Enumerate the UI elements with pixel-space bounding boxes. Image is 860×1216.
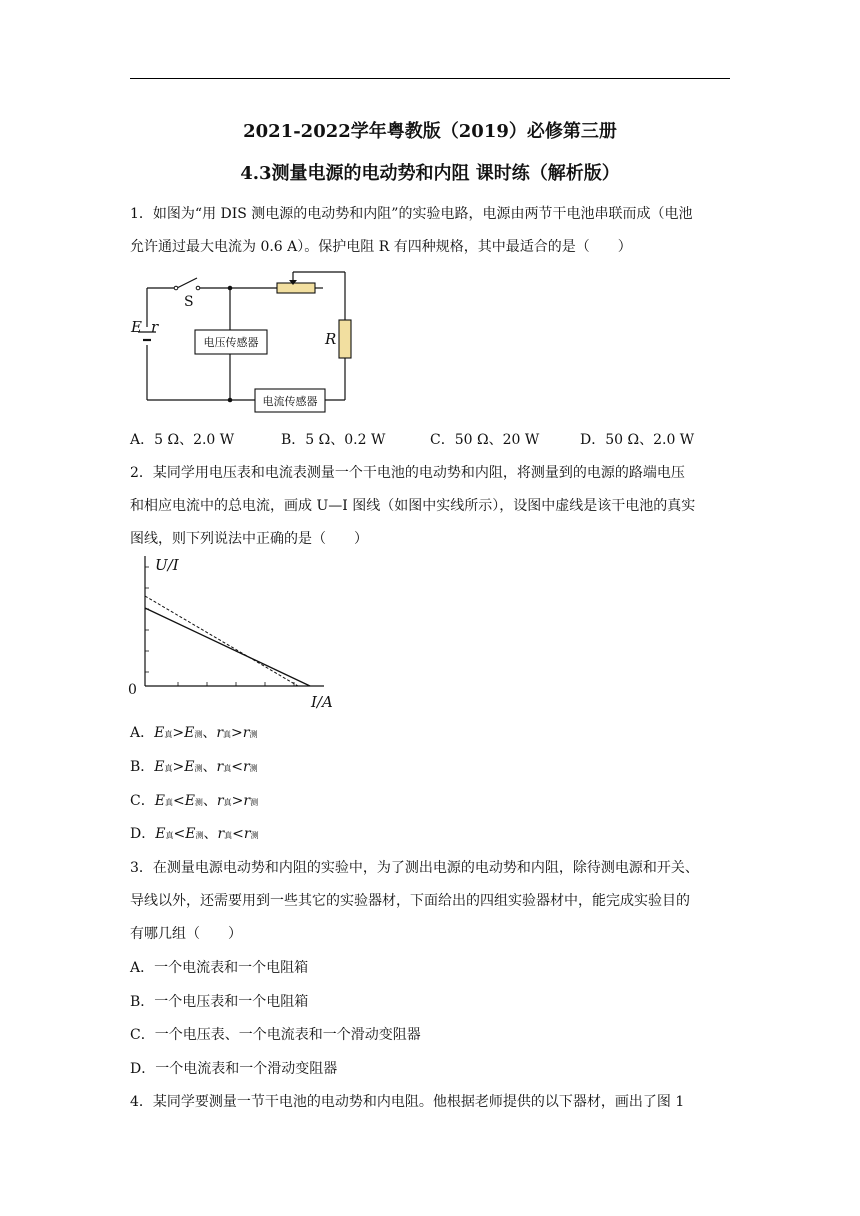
junction-dot-top [228,286,233,291]
rheostat [277,283,315,293]
q3-option-a: A．一个电流表和一个电阻箱 [130,960,309,976]
resistor-r-label: R [325,330,337,348]
current-sensor-label: 电流传感器 [262,395,318,408]
q3-option-d: D．一个电流表和一个滑动变阻器 [130,1061,338,1077]
x-axis-label: I/A [311,693,333,711]
voltage-sensor-label: 电压传感器 [203,336,259,349]
switch-label: S [184,294,194,310]
q1-option-d: D．50 Ω、2.0 W [580,432,695,448]
q2-line-1: 2．某同学用电压表和电流表测量一个干电池的电动势和内阻，将测量到的电源的路端电压 [130,465,685,481]
title-line-1: 2021-2022学年粤教版（2019）必修第三册 [243,121,617,142]
q2-option-d: D．E真<E测、r真<r测 [130,826,259,842]
q3-option-c: C．一个电压表、一个电流表和一个滑动变阻器 [130,1027,421,1043]
q2-line-3: 图线，则下列说法中正确的是（ ） [130,531,368,547]
q1-option-c: C．50 Ω、20 W [430,432,540,448]
q3-line-2: 导线以外，还需要用到一些其它的实验器材，下面给出的四组实验器材中，能完成实验目的 [130,893,690,909]
junction-dot-bottom [228,398,233,403]
q1-line-2: 允许通过最大电流为 0.6 A）。保护电阻 R 有四种规格，其中最适合的是（ ） [130,239,632,255]
q3-line-1: 3．在测量电源电动势和内阻的实验中，为了测出电源的电动势和内阻，除待测电源和开关、 [130,860,699,876]
emf-label: E [131,318,142,336]
q3-line-3: 有哪几组（ ） [130,926,242,942]
q2-ui-graph [122,552,352,712]
true-line-dashed [145,596,298,686]
title-line-2: 4.3测量电源的电动势和内阻 课时练（解析版） [240,163,620,184]
resistor-r [339,320,351,358]
origin-label: 0 [128,682,137,698]
measured-line [145,608,310,686]
q1-line-1: 1．如图为“用 DIS 测电源的电动势和内阻”的实验电路，电源由两节干电池串联而成（电池 [130,206,693,222]
q2-line-2: 和相应电流中的总电流，画成 U—I 图线（如图中实线所示），设图中虚线是该干电池的真实 [130,498,696,514]
q2-option-b: B．E真>E测、r真<r测 [130,759,258,775]
q1-option-b: B．5 Ω、0.2 W [281,432,386,448]
y-axis-label: U/I [155,556,179,574]
q1-option-a: A．5 Ω、2.0 W [130,432,235,448]
q2-option-c: C．E真<E测、r真>r测 [130,793,259,809]
q1-circuit-diagram [125,270,365,420]
header-rule [130,78,730,79]
internal-r-label: r [151,318,159,336]
q3-option-b: B．一个电压表和一个电阻箱 [130,994,309,1010]
q2-option-a: A．E真>E测、r真>r测 [130,725,258,741]
q4-line-1: 4．某同学要测量一节干电池的电动势和内电阻。他根据老师提供的以下器材，画出了图 1 [130,1094,685,1110]
